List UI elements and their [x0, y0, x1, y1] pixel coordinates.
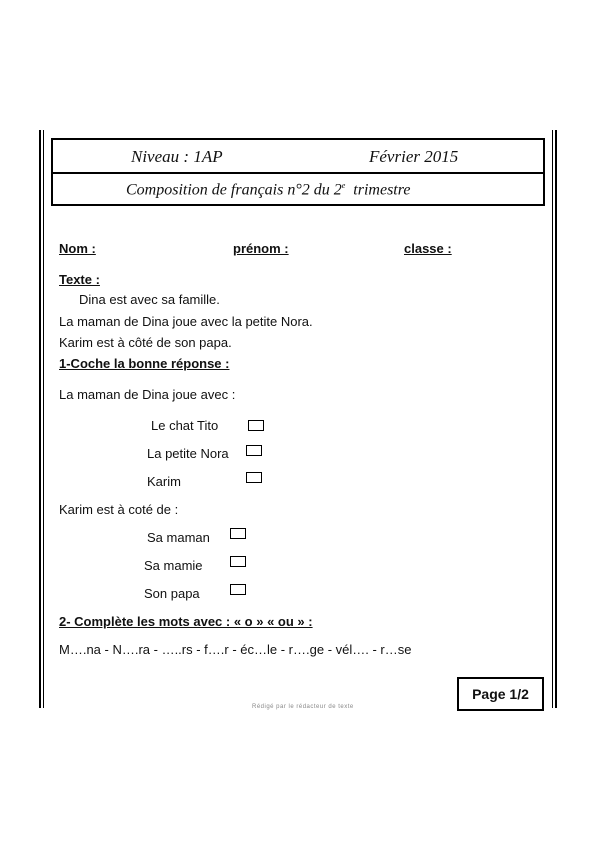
- q1-option-3-label: Karim: [147, 474, 181, 489]
- q2-option-3-label: Son papa: [144, 586, 200, 601]
- composition-title: [126, 182, 410, 198]
- q2-option-1-label: Sa maman: [147, 530, 210, 545]
- q1-option-1-checkbox[interactable]: [248, 420, 264, 431]
- header-divider: [53, 172, 543, 174]
- exercise2-words: M….na - N….ra - …..rs - f….r - éc…le - r….ge - vél…. - r…se: [59, 642, 412, 657]
- faint-footer-text: Rédigé par le rédacteur de texte: [252, 704, 354, 710]
- date-label: Février 2015: [369, 147, 459, 166]
- exercise1-heading: 1-Coche la bonne réponse :: [59, 356, 230, 371]
- q2-option-2-label: Sa mamie: [144, 558, 203, 573]
- q1-option-2-label: La petite Nora: [147, 446, 229, 461]
- text-line-2: La maman de Dina joue avec la petite Nora.: [59, 314, 313, 329]
- q1-option-1-label: Le chat Tito: [151, 418, 219, 433]
- question1-prompt: La maman de Dina joue avec :: [59, 387, 236, 402]
- q1-option-3-checkbox[interactable]: [246, 472, 262, 483]
- right-frame-rule-inner: [555, 130, 557, 708]
- q2-option-1-checkbox[interactable]: [230, 528, 246, 539]
- page-number: Page 1/2: [472, 686, 529, 702]
- left-frame-rule: [39, 130, 41, 708]
- q1-option-2-checkbox[interactable]: [246, 445, 262, 456]
- question2-prompt: Karim est à coté de :: [59, 502, 179, 517]
- title-main: Composition de français n°2 du 2: [126, 181, 342, 199]
- page-number-box: [457, 677, 544, 711]
- class-label: classe :: [404, 241, 452, 256]
- level-label: Niveau : 1AP: [131, 147, 223, 166]
- exercise2-heading: 2- Complète les mots avec : « o » « ou » :: [59, 614, 313, 629]
- text-heading: Texte :: [59, 272, 100, 287]
- q2-option-3-checkbox[interactable]: [230, 584, 246, 595]
- title-end: trimestre: [353, 181, 411, 199]
- text-line-1: Dina est avec sa famille.: [79, 292, 220, 307]
- left-frame-rule-inner: [43, 130, 44, 708]
- name-label: Nom :: [59, 241, 96, 256]
- right-frame-rule: [552, 130, 553, 708]
- title-sup: e: [341, 181, 346, 190]
- firstname-label: prénom :: [233, 241, 289, 256]
- text-line-3: Karim est à côté de son papa.: [59, 335, 232, 350]
- q2-option-2-checkbox[interactable]: [230, 556, 246, 567]
